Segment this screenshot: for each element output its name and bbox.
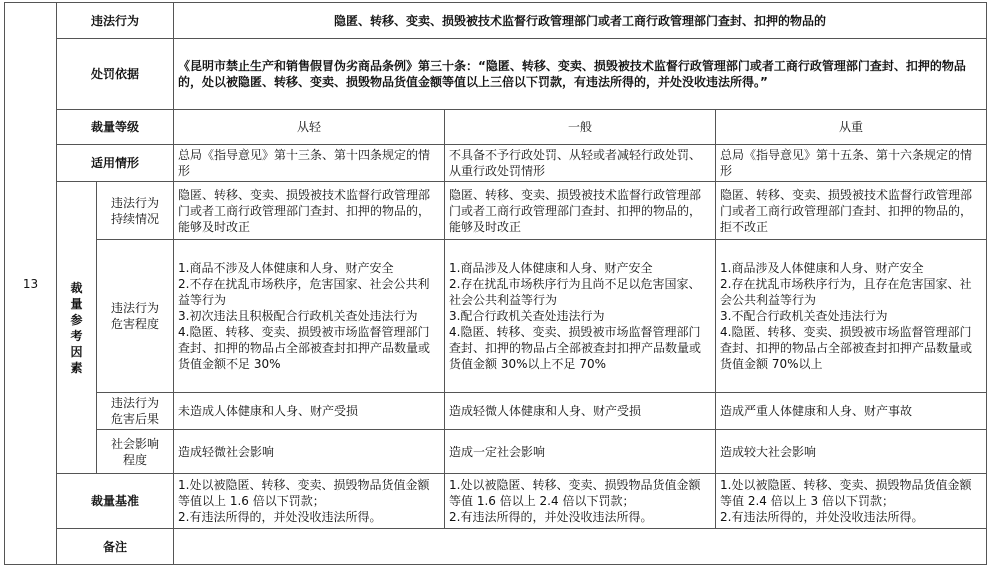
benchmark-lenient: 1.处以被隐匿、转移、变卖、损毁物品货值金额等值以上 1.6 倍以下罚款； 2.有违法所得的，并处没收违法所得。	[174, 474, 445, 529]
penalty-basis-label: 处罚依据	[57, 39, 174, 110]
factors-label-char: 参	[70, 312, 83, 327]
factors-label-char: 裁	[70, 280, 83, 295]
remarks-label: 备注	[57, 529, 174, 565]
factor-consequence-general: 造成轻微人体健康和人身、财产受损	[445, 393, 716, 430]
row-remarks	[5, 529, 987, 565]
illegal-act-label: 违法行为	[57, 3, 174, 39]
row-factor-social-impact	[5, 430, 987, 474]
benchmark-severe: 1.处以被隐匿、转移、变卖、损毁物品货值金额等值 2.4 倍以上 3 倍以下罚款； 2.有违法所得的，并处没收违法所得。	[716, 474, 987, 529]
factors-label-char: 素	[70, 360, 83, 375]
discretion-standard-table	[4, 2, 987, 565]
applicable-severe: 总局《指导意见》第十五条、第十六条规定的情形	[716, 145, 987, 182]
factor-social-impact-severe: 造成较大社会影响	[716, 430, 987, 474]
factor-name-harm-degree: 违法行为 危害程度	[97, 240, 174, 393]
factor-duration-severe: 隐匿、转移、变卖、损毁被技术监督行政管理部门或者工商行政管理部门查封、扣押的物品的，拒不改正	[716, 182, 987, 240]
factor-name-consequence: 违法行为 危害后果	[97, 393, 174, 430]
level-severe: 从重	[716, 110, 987, 145]
factors-label	[57, 182, 97, 474]
factor-duration-general: 隐匿、转移、变卖、损毁被技术监督行政管理部门或者工商行政管理部门查封、扣押的物品的，能够及时改正	[445, 182, 716, 240]
row-factor-consequence	[5, 393, 987, 430]
factors-label-char: 考	[70, 328, 83, 343]
factor-name-duration: 违法行为 持续情况	[97, 182, 174, 240]
benchmark-general: 1.处以被隐匿、转移、变卖、损毁物品货值金额等值 1.6 倍以上 2.4 倍以下罚款； 2.有违法所得的，并处没收违法所得。	[445, 474, 716, 529]
row-number: 13	[5, 3, 57, 565]
row-penalty-basis	[5, 39, 987, 110]
factor-duration-lenient: 隐匿、转移、变卖、损毁被技术监督行政管理部门或者工商行政管理部门查封、扣押的物品的，能够及时改正	[174, 182, 445, 240]
factor-social-impact-lenient: 造成轻微社会影响	[174, 430, 445, 474]
levels-label: 裁量等级	[57, 110, 174, 145]
applicable-label: 适用情形	[57, 145, 174, 182]
row-benchmark	[5, 474, 987, 529]
applicable-general: 不具备不予行政处罚、从轻或者减轻行政处罚、从重行政处罚情形	[445, 145, 716, 182]
row-levels	[5, 110, 987, 145]
remarks-value	[174, 529, 987, 565]
row-applicable	[5, 145, 987, 182]
factors-label-char: 量	[70, 296, 83, 311]
penalty-basis-value: 《昆明市禁止生产和销售假冒伪劣商品条例》第三十条：“隐匿、转移、变卖、损毁被技术监督行政管理部门或者工商行政管理部门查封、扣押的物品的，处以被隐匿、转移、变卖、损毁物品货值金额等值以上三倍以下罚款，有违法所得的，并处没收违法所得。”	[174, 39, 987, 110]
factor-consequence-severe: 造成严重人体健康和人身、财产事故	[716, 393, 987, 430]
row-factor-duration	[5, 182, 987, 240]
row-illegal-act	[5, 3, 987, 39]
factor-harm-degree-lenient: 1.商品不涉及人体健康和人身、财产安全 2.不存在扰乱市场秩序，危害国家、社会公共利益等行为 3.初次违法且积极配合行政机关查处违法行为 4.隐匿、转移、变卖、损毁被市场监督管理部门查封、扣押的物品占全部被查封扣押产品数量或货值金额不足 30%	[174, 240, 445, 393]
row-factor-harm-degree	[5, 240, 987, 393]
factor-harm-degree-general: 1.商品涉及人体健康和人身、财产安全 2.存在扰乱市场秩序行为且尚不足以危害国家、社会公共利益等行为 3.配合行政机关查处违法行为 4.隐匿、转移、变卖、损毁被市场监督管理部门查封、扣押的物品占全部被查封扣押产品数量或货值金额 30%以上不足 70%	[445, 240, 716, 393]
level-lenient: 从轻	[174, 110, 445, 145]
factor-social-impact-general: 造成一定社会影响	[445, 430, 716, 474]
factor-consequence-lenient: 未造成人体健康和人身、财产受损	[174, 393, 445, 430]
factors-label-char: 因	[70, 344, 83, 359]
factor-harm-degree-severe: 1.商品涉及人体健康和人身、财产安全 2.存在扰乱市场秩序行为，且存在危害国家、社会公共利益等行为 3.不配合行政机关查处违法行为 4.隐匿、转移、变卖、损毁被市场监督管理部门查封、扣押的物品占全部被查封扣押产品数量或货值金额 70%以上	[716, 240, 987, 393]
applicable-lenient: 总局《指导意见》第十三条、第十四条规定的情形	[174, 145, 445, 182]
level-general: 一般	[445, 110, 716, 145]
benchmark-label: 裁量基准	[57, 474, 174, 529]
illegal-act-value: 隐匿、转移、变卖、损毁被技术监督行政管理部门或者工商行政管理部门查封、扣押的物品的	[174, 3, 987, 39]
factor-name-social-impact: 社会影响 程度	[97, 430, 174, 474]
